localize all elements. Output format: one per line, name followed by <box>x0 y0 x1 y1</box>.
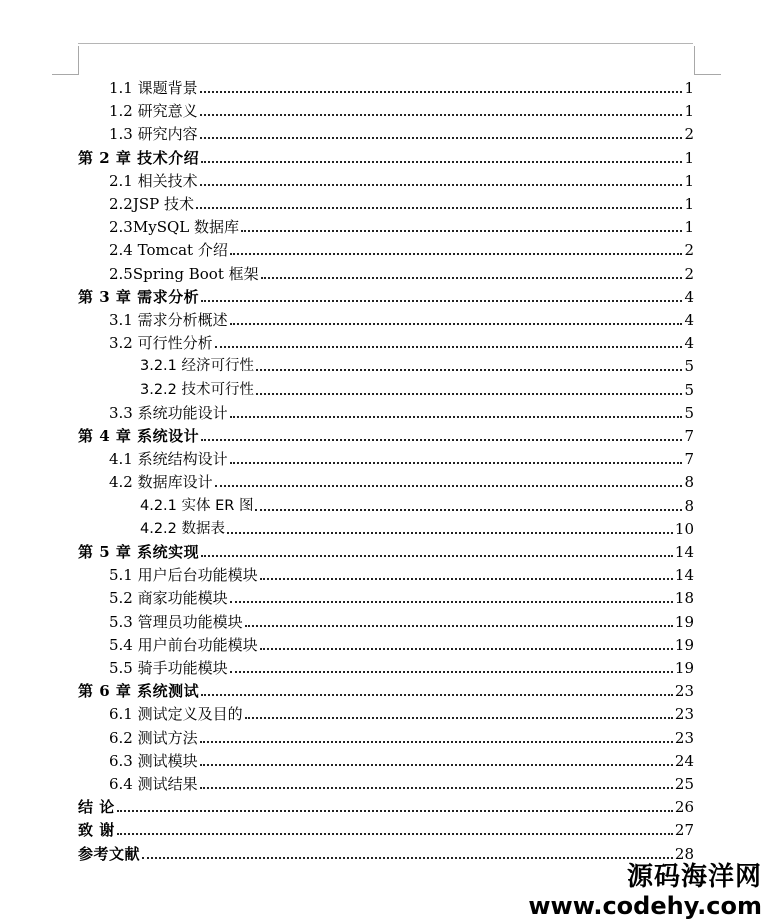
toc-entry[interactable] <box>109 748 694 770</box>
toc-dot-leader <box>230 671 673 673</box>
toc-entry[interactable] <box>109 261 694 283</box>
toc-dot-leader <box>200 787 673 789</box>
toc-entry-title: 1.2 研究意义 <box>109 102 198 121</box>
toc-entry[interactable] <box>78 841 694 863</box>
toc-page-number: 8 <box>684 473 694 492</box>
toc-page-number: 19 <box>674 635 694 654</box>
toc-dot-leader <box>215 485 682 487</box>
toc-entry[interactable] <box>109 330 694 352</box>
toc-entry-title: 2.4 Tomcat 介绍 <box>109 241 228 260</box>
toc-page-number: 7 <box>684 427 694 445</box>
toc-dot-leader <box>241 230 682 232</box>
toc-entry-title: 结 论 <box>78 798 115 817</box>
toc-entry[interactable] <box>109 469 694 491</box>
toc-page-number: 5 <box>684 380 694 399</box>
toc-dot-leader <box>245 625 673 627</box>
toc-page-number: 1 <box>684 148 694 167</box>
toc-page-number: 1 <box>684 218 694 237</box>
toc-dot-leader <box>200 91 682 93</box>
toc-dot-leader <box>201 439 682 441</box>
toc-page-number: 4 <box>684 334 694 353</box>
toc-dot-leader <box>245 717 673 719</box>
toc-entry-title: 第 2 章 技术介绍 <box>78 148 200 167</box>
toc-page-number: 10 <box>674 519 694 538</box>
toc-entry-title: 4.2.1 实体 ER 图 <box>140 497 254 514</box>
toc-page-number: 24 <box>674 751 694 770</box>
toc-dot-leader <box>201 161 682 163</box>
toc-entry-title: 致 谢 <box>78 821 115 840</box>
toc-entry[interactable] <box>109 562 694 584</box>
toc-page-number: 14 <box>674 543 694 561</box>
toc-entry-title: 2.5Spring Boot 框架 <box>109 264 259 283</box>
toc-page-number: 18 <box>674 589 694 608</box>
toc-page-number: 14 <box>674 566 694 585</box>
toc-page-number: 7 <box>684 450 694 469</box>
toc-page-number: 5 <box>684 357 694 376</box>
toc-page-number: 23 <box>674 728 694 747</box>
toc-dot-leader <box>227 532 673 534</box>
toc-page-number: 4 <box>684 311 694 329</box>
toc-entry-title: 5.2 商家功能模块 <box>109 589 228 608</box>
toc-entry[interactable] <box>78 678 694 700</box>
toc-entry[interactable] <box>109 632 694 654</box>
crop-mark-left <box>52 46 79 75</box>
toc-dot-leader <box>200 184 682 186</box>
toc-entry-title: 3.1 需求分析概述 <box>109 311 228 329</box>
toc-entry[interactable] <box>109 237 694 259</box>
toc-entry[interactable] <box>109 168 694 190</box>
toc-entry[interactable] <box>109 307 694 329</box>
toc-entry[interactable] <box>78 794 694 816</box>
toc-entry-title: 3.3 系统功能设计 <box>109 403 228 422</box>
toc-entry-title: 5.5 骑手功能模块 <box>109 659 228 677</box>
toc-entry-title: 1.1 课题背景 <box>109 79 198 97</box>
toc-entry[interactable] <box>78 817 694 839</box>
toc-entry[interactable] <box>109 400 694 422</box>
toc-entry[interactable] <box>109 655 694 677</box>
toc-page-number: 4 <box>684 287 694 306</box>
toc-page-number: 23 <box>674 705 694 724</box>
toc-entry-title: 3.2.2 技术可行性 <box>140 381 255 398</box>
toc-dot-leader <box>201 694 673 696</box>
toc-dot-leader <box>142 857 673 859</box>
toc-dot-leader <box>230 323 682 325</box>
toc-dot-leader <box>230 462 682 464</box>
toc-entry-title: 3.2.1 经济可行性 <box>140 358 255 375</box>
toc-entry-title: 第 3 章 需求分析 <box>78 287 200 306</box>
toc-dot-leader <box>256 369 682 371</box>
toc-entry[interactable] <box>78 284 694 306</box>
toc-entry[interactable] <box>109 98 694 120</box>
toc-page-number: 19 <box>674 659 694 677</box>
toc-page-number: 1 <box>684 79 694 97</box>
toc-entry-title: 6.3 测试模块 <box>109 751 198 770</box>
toc-dot-leader <box>201 300 682 302</box>
toc-dot-leader <box>117 810 673 812</box>
toc-dot-leader <box>261 277 682 279</box>
toc-dot-leader <box>200 137 682 139</box>
toc-dot-leader <box>201 555 673 557</box>
toc-entry-title: 4.2 数据库设计 <box>109 473 213 492</box>
toc-entry-title: 2.2JSP 技术 <box>109 195 195 213</box>
toc-entry[interactable] <box>109 771 694 793</box>
toc-entry-title: 5.3 管理员功能模块 <box>109 612 243 631</box>
toc-entry-title: 6.1 测试定义及目的 <box>109 705 243 724</box>
toc-page-number: 26 <box>674 798 694 817</box>
toc-entry-title: 第 4 章 系统设计 <box>78 427 200 445</box>
toc-entry[interactable] <box>109 701 694 723</box>
toc-entry-title: 6.4 测试结果 <box>109 775 198 793</box>
toc-entry[interactable] <box>109 214 694 236</box>
toc-entry[interactable] <box>109 191 694 213</box>
toc-entry-title: 4.2.2 数据表 <box>140 520 226 537</box>
toc-entry-title: 5.1 用户后台功能模块 <box>109 566 258 585</box>
toc-dot-leader <box>200 764 673 766</box>
toc-entry[interactable] <box>109 585 694 607</box>
toc-dot-leader <box>230 416 682 418</box>
toc-entry[interactable] <box>109 121 694 143</box>
toc-entry[interactable] <box>78 145 694 167</box>
toc-dot-leader <box>200 741 673 743</box>
toc-entry-title: 6.2 测试方法 <box>109 728 198 747</box>
toc-entry-title: 4.1 系统结构设计 <box>109 450 228 469</box>
toc-dot-leader <box>255 509 682 511</box>
toc-entry[interactable] <box>78 423 694 445</box>
toc-page-number: 1 <box>684 102 694 121</box>
toc-page-number: 27 <box>674 821 694 840</box>
toc-entry-title: 3.2 可行性分析 <box>109 334 213 353</box>
toc-entry-title: 第 6 章 系统测试 <box>78 682 200 701</box>
toc-page-number: 25 <box>674 775 694 793</box>
toc-page-number: 2 <box>684 264 694 283</box>
toc-entry-title: 5.4 用户前台功能模块 <box>109 635 258 654</box>
toc-entry-title: 第 5 章 系统实现 <box>78 543 200 561</box>
toc-dot-leader <box>200 114 682 116</box>
toc-dot-leader <box>215 346 682 348</box>
watermark-url: www.codehy.com <box>528 892 762 920</box>
toc-dot-leader <box>230 601 673 603</box>
toc-page-number: 1 <box>684 195 694 213</box>
watermark-site-name: 源码海洋网 <box>626 862 762 892</box>
toc-page-number: 2 <box>684 125 694 144</box>
toc-dot-leader <box>256 393 682 395</box>
toc-page-number: 23 <box>674 682 694 701</box>
toc-entry-title: 2.3MySQL 数据库 <box>109 218 239 237</box>
toc-page-number: 2 <box>684 241 694 260</box>
toc-entry-title: 1.3 研究内容 <box>109 125 198 144</box>
toc-entry[interactable] <box>109 725 694 747</box>
toc-page-number: 1 <box>684 171 694 190</box>
crop-mark-right <box>694 46 721 75</box>
toc-entry[interactable] <box>140 353 694 375</box>
toc-entry[interactable] <box>109 609 694 631</box>
toc-entry[interactable] <box>78 539 694 561</box>
toc-dot-leader <box>196 207 682 209</box>
toc-entry[interactable] <box>140 516 694 538</box>
toc-page-number: 19 <box>674 612 694 631</box>
toc-dot-leader <box>230 253 682 255</box>
toc-page-number: 28 <box>674 844 694 863</box>
toc-entry[interactable] <box>109 446 694 468</box>
watermark <box>528 862 762 920</box>
page-top-border <box>78 43 693 44</box>
toc-entry[interactable] <box>140 493 694 515</box>
toc-dot-leader <box>260 648 673 650</box>
toc-entry-title: 参考文献 <box>78 844 141 863</box>
toc-page-number: 5 <box>684 403 694 422</box>
toc-dot-leader <box>260 578 673 580</box>
toc-dot-leader <box>117 833 673 835</box>
toc-entry[interactable] <box>109 75 694 97</box>
toc-entry-title: 2.1 相关技术 <box>109 171 198 190</box>
toc-entry[interactable] <box>140 377 694 399</box>
toc-page-number: 8 <box>684 496 694 515</box>
